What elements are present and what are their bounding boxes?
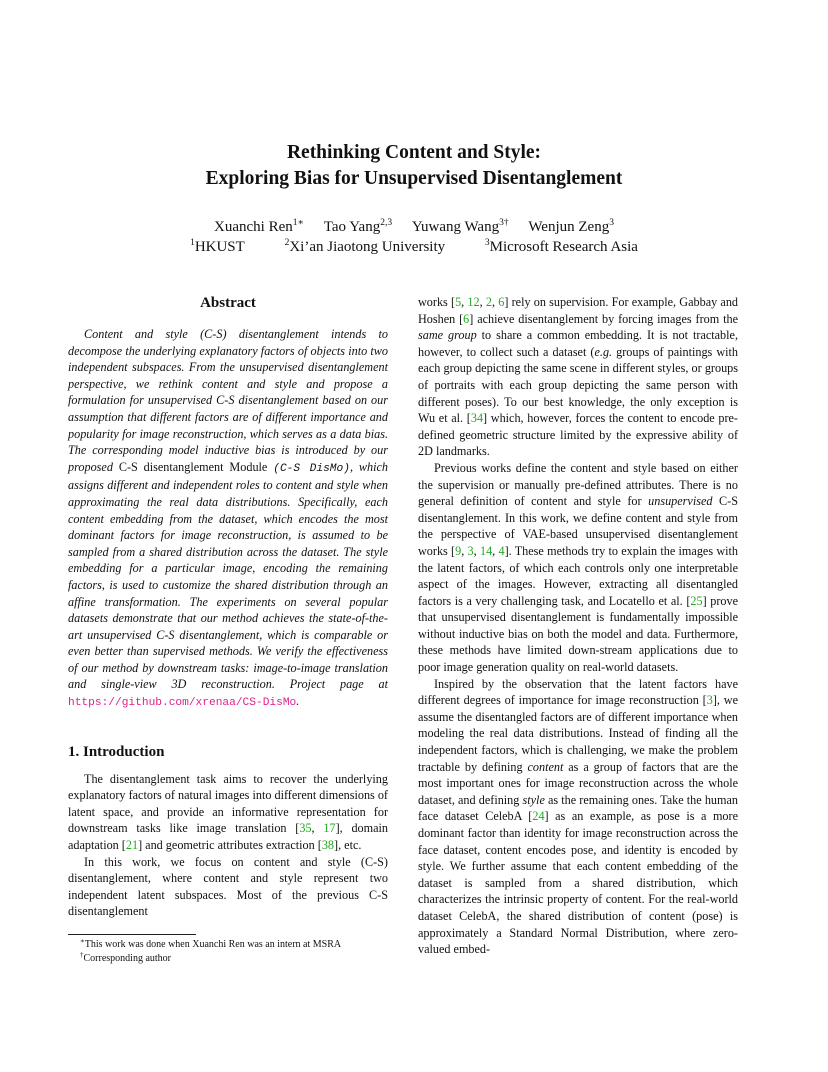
affiliation: $^2$Xi’an Jiaotong University — [284, 238, 446, 255]
footnote-rule — [68, 934, 196, 935]
citation-link[interactable]: 12 — [467, 295, 480, 309]
abstract-heading: Abstract — [200, 295, 256, 311]
footnote: †Corresponding author — [80, 951, 171, 964]
right-column — [418, 294, 738, 958]
citation-link[interactable]: 34 — [470, 411, 484, 426]
affiliation-list — [0, 237, 828, 258]
left-column — [68, 294, 388, 920]
citation-link[interactable]: 3 — [706, 693, 713, 708]
citation-link[interactable]: 5 — [455, 295, 462, 309]
affiliation: $^1$HKUST — [190, 238, 245, 255]
citation-link[interactable]: 35 — [299, 821, 312, 836]
abstract-text: Content and style (C-S) disentanglement intends to decompose the underlying explanatory factors of objects into two independent subspaces. From the unsupervised disentanglement perspective, we rethink content and style and propose a formulation for unsupervised C-S disentanglement based on our assumption that different factors are of different importance and popularity for image reconstruction, which serves as a data bias. The corresponding model inductive bias is introduced by our proposed C-S disentanglement Module (C-S DisMo), which assigns different and independent roles to content and style when approximating the real data distributions. Specifically, each content embedding from the dataset, which encodes the most dominant factors for image reconstruction, is assumed to be sampled from a shared distribution across the dataset. The style embedding for a particular image, encoding the remaining factors, is used to customize the shared distribution through an affine transformation. The experiments on several popular datasets demonstrate that our method achieves the state-of-the-art unsupervised C-S disentanglement, which is comparable or even better than supervised methods. We verify the effectiveness of our method by downstream tasks: image-to-image translation and single-view 3D reconstruction. Project page at https://github.com/xrenaa/CS-DisMo. — [68, 327, 388, 710]
paper-title — [0, 140, 828, 192]
intro-paragraph-1: The disentanglement task aims to recover the underlying explanatory factors of natural images into different dimensions of latent space, and provide an informative representation for downstream tasks like image translation [35, 17], domain adaptation [21] and geometric attributes extraction [38], etc. — [68, 771, 388, 853]
project-page-link[interactable]: https://github.com/xrenaa/CS-DisMo — [68, 697, 297, 710]
right-paragraph-3: Inspired by the observation that the latent factors have different degrees of importance for image reconstruction [3], we assume the disentangled factors are of different importance when modeling the real data distributions. Instead of finding all the independent factors, which is challenging, we make the problem tractable by defining content as a group of factors that are the most important ones for image reconstruction across the whole dataset, and defining style as the remaining ones. Take the human face dataset CelebA [24] as an example, as pose is a more dominant factor than identity for image reconstruction across the face dataset, content encodes pose, and identity is encoded by style. We further assume that each content embedding of the dataset is sampled from a shared distribution, which characterizes the intrinsic property of content. For the real-world dataset CelebA, the shared distribution of content (pose) is approximately a Standard Normal Distribution, where zero-valued embed- — [418, 676, 738, 957]
citation-link[interactable]: 6 — [463, 311, 470, 326]
citation-link[interactable]: 38 — [321, 838, 335, 853]
author: Yuwang Wang$^{3\dagger}$ — [411, 218, 509, 235]
author: Wenjun Zeng$^3$ — [528, 218, 614, 235]
footnotes — [80, 938, 400, 966]
footnote: ∗This work was done when Xuanchi Ren was an intern at MSRA — [80, 937, 342, 950]
author: Xuanchi Ren$^{1∗}$ — [214, 218, 304, 235]
title-line-1: Rethinking Content and Style: — [286, 142, 542, 163]
title-line-2: Exploring Bias for Unsupervised Disentanglement — [205, 168, 623, 189]
affiliation: $^3$Microsoft Research Asia — [484, 238, 638, 255]
right-paragraph-1: works [5, 12, 2, 6] rely on supervision. For example, Gabbay and Hoshen [6] achieve disentanglement by forcing images from the same group to share a common embedding. It is not tractable, however, to collect such a dataset (e.g. groups of paintings with each group depicting the same scene in different styles, or groups of portraits with each group depicting the same person with different poses). To our best knowledge, the only exception is Wu et al. [34] which, however, forces the content to encode pre-defined geometric structure limited by the expressive ability of 2D landmarks. — [418, 295, 739, 459]
author: Tao Yang$^{2,3}$ — [323, 218, 393, 235]
section-heading-introduction: 1. Introduction — [68, 743, 165, 760]
right-paragraph-2: Previous works define the content and style based on either the supervision or manually pre-defined attributes. There is no general definition of content and style for unsupervised C-S disentanglement. In this work, we define content and style from the perspective of VAE-based unsupervised disentanglement works [9, 3, 14, 4]. These methods try to explain the images with the latent factors, of which each controls only one interpretable aspect of the images. However, extracting all disentangled factors is a very challenging task, and Locatello et al. [25] prove that unsupervised disentanglement is fundamentally impossible without inductive bias on both the model and data. Furthermore, these methods have limited down-stream applications due to poor image generation quality on real-world datasets. — [418, 460, 739, 675]
citation-link[interactable]: 14 — [479, 543, 493, 558]
citation-link[interactable]: 6 — [498, 295, 505, 309]
citation-link[interactable]: 17 — [323, 821, 336, 836]
citation-link[interactable]: 2 — [485, 295, 492, 309]
citation-link[interactable]: 25 — [690, 593, 703, 608]
citation-link[interactable]: 24 — [532, 809, 545, 824]
author-list — [0, 217, 828, 238]
citation-link[interactable]: 9 — [455, 543, 462, 558]
intro-paragraph-2: In this work, we focus on content and style (C-S) disentanglement, where content and style represent two independent latent subspaces. Most of the previous C-S disentanglement — [68, 854, 388, 919]
citation-link[interactable]: 21 — [125, 838, 139, 853]
citation-link[interactable]: 3 — [467, 543, 474, 558]
citation-link[interactable]: 4 — [498, 543, 505, 558]
